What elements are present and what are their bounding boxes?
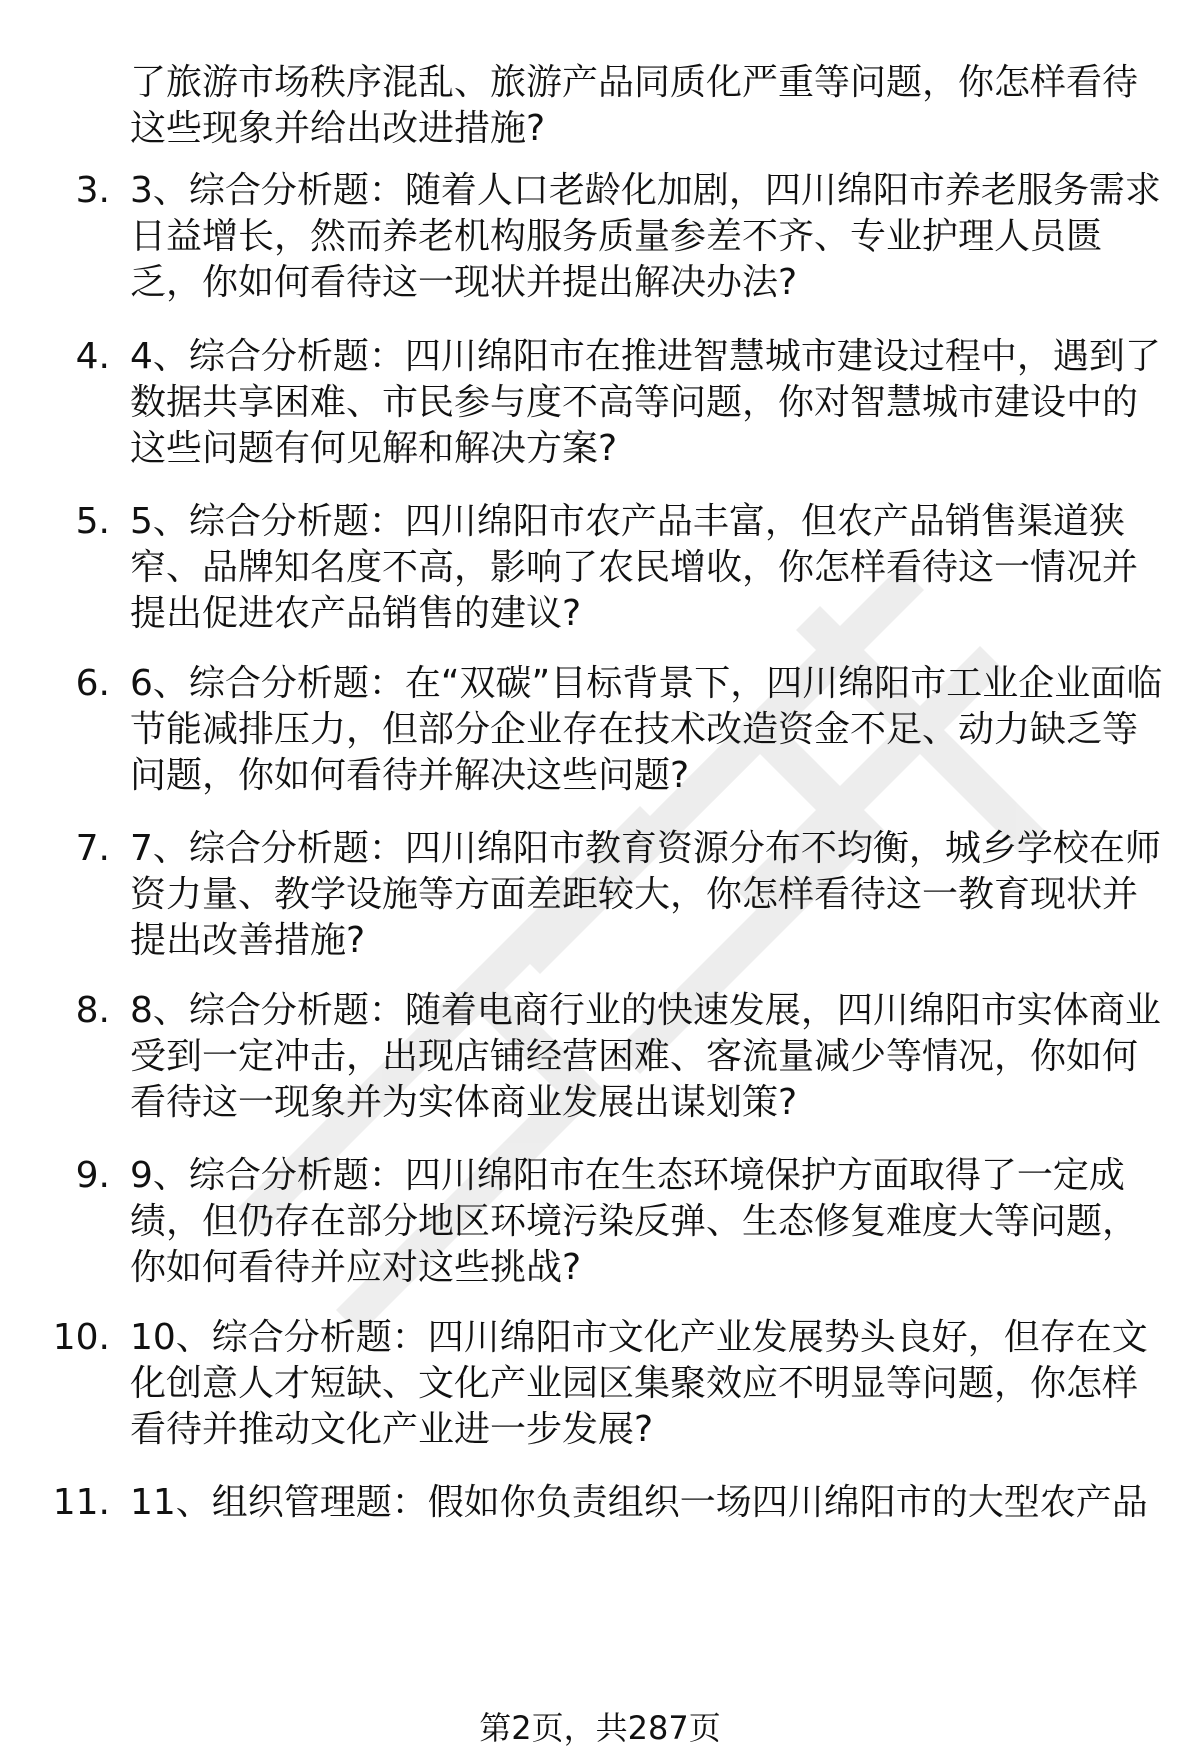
item-number: 7.	[75, 828, 110, 869]
item-number: 6.	[75, 663, 110, 704]
question-text: 7、综合分析题：四川绵阳市教育资源分布不均衡，城乡学校在师资力量、教学设施等方面差距较大，你怎样看待这一教育现状并提出改善措施?	[130, 828, 1161, 961]
question-text: 3、综合分析题：随着人口老龄化加剧，四川绵阳市养老服务需求日益增长，然而养老机构服务质量参差不齐、专业护理人员匮乏，你如何看待这一现状并提出解决办法?	[130, 170, 1161, 303]
question-text: 11、组织管理题：假如你负责组织一场四川绵阳市的大型农产品	[130, 1482, 1148, 1523]
question-text: 9、综合分析题：四川绵阳市在生态环境保护方面取得了一定成绩，但仍存在部分地区环境污染反弹、生态修复难度大等问题，你如何看待并应对这些挑战?	[130, 1155, 1139, 1288]
question-text: 5、综合分析题：四川绵阳市农产品丰富，但农产品销售渠道狭窄、品牌知名度不高，影响了农民增收，你怎样看待这一情况并提出促进农产品销售的建议?	[130, 501, 1139, 634]
question-text: 8、综合分析题：随着电商行业的快速发展，四川绵阳市实体商业受到一定冲击，出现店铺经营困难、客流量减少等情况，你如何看待这一现象并为实体商业发展出谋划策?	[130, 990, 1161, 1123]
item-number: 4.	[75, 336, 110, 377]
item-number: 10.	[52, 1317, 110, 1358]
page-footer: 第2页，共287页	[479, 1709, 721, 1747]
question-text: 10、综合分析题：四川绵阳市文化产业发展势头良好，但存在文化创意人才短缺、文化产业园区集聚效应不明显等问题，你怎样看待并推动文化产业进一步发展?	[130, 1317, 1148, 1450]
question-text: 6、综合分析题：在“双碳”目标背景下，四川绵阳市工业企业面临节能减排压力，但部分企业存在技术改造资金不足、动力缺乏等问题，你如何看待并解决这些问题?	[130, 663, 1163, 796]
item-number: 3.	[75, 170, 110, 211]
item-number: 11.	[52, 1482, 110, 1523]
item-number: 5.	[75, 501, 110, 542]
continuation-paragraph: 了旅游市场秩序混乱、旅游产品同质化严重等问题，你怎样看待这些现象并给出改进措施?	[130, 62, 1139, 149]
question-text: 4、综合分析题：四川绵阳市在推进智慧城市建设过程中，遇到了数据共享困难、市民参与度不高等问题，你对智慧城市建设中的这些问题有何见解和解决方案?	[130, 336, 1161, 469]
item-number: 8.	[75, 990, 110, 1031]
item-number: 9.	[75, 1155, 110, 1196]
